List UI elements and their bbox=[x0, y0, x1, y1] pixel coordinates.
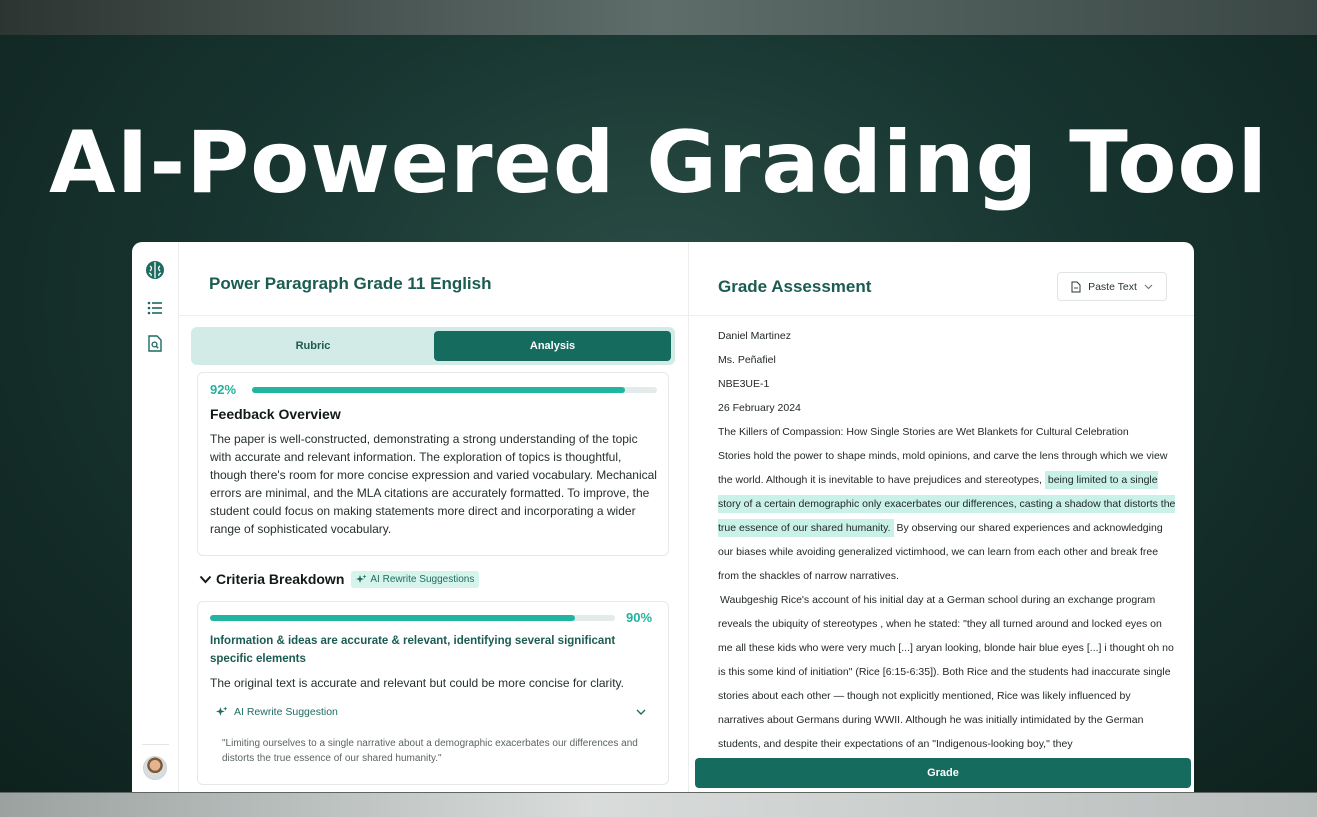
essay-paragraph-2: Waubgeshig Rice's account of his initial day at a German school during an exchange program reveals the ubiquity of stereotypes , when he stated: "they all turned around and locked eyes on me all these kids who were very much [...] aryan looking, blonde hair blue eyes [...] i thought oh no is this some kind of initiation" (Rice [6:15-6:35]). Both Rice and the students had inaccurate single stories about each other — though not explicitly mentioned, Rice was likely influenced by narratives about Germans during WWII. Although he was initially intimidated by the German students, and despite their expectations of an "Indigenous-looking boy," they bbox=[718, 594, 1174, 750]
criteria-title: Criteria Breakdown bbox=[216, 571, 345, 587]
paragraph-text: Stories hold the power to shape minds, mold opinions, and carve the lens through which we view the world. Although it is inevitable to have prejudices and stereotypes, bbox=[718, 450, 1168, 486]
paste-text-label: Paste Text bbox=[1088, 280, 1137, 293]
tab-bar bbox=[191, 327, 675, 365]
header-divider bbox=[179, 315, 688, 316]
criteria-heading: Information & ideas are accurate & relevant, identifying several significant specific elements bbox=[210, 635, 616, 665]
criteria-text: The original text is accurate and relevant but could be more concise for clarity. bbox=[210, 676, 624, 690]
bottom-window-strip bbox=[0, 792, 1317, 817]
overview-text: The paper is well-constructed, demonstrating a strong understanding of the topic with accurate and relevant information. The exploration of topics is thoughtful, though there's room for more concise expression and varied vocabulary. Mechanical errors are minimal, and the MLA citations are accurately formatted. To improve, the student could focus on making statements more direct and incorporating a wider range of sophisticated vocabulary. bbox=[210, 432, 657, 536]
student-name: Daniel Martinez bbox=[718, 330, 791, 342]
essay-text bbox=[718, 324, 1178, 756]
ai-rewrite-toggle[interactable] bbox=[216, 704, 646, 720]
essay-date: 26 February 2024 bbox=[718, 402, 801, 414]
chevron-down-icon[interactable] bbox=[199, 575, 212, 584]
sparkle-icon bbox=[356, 574, 367, 585]
criteria-progress-fill bbox=[210, 615, 575, 621]
ai-suggestions-label: AI Rewrite Suggestions bbox=[370, 573, 475, 585]
grade-assessment-title: Grade Assessment bbox=[718, 277, 872, 296]
rubric-panel bbox=[179, 242, 688, 792]
brain-logo-icon[interactable] bbox=[144, 259, 166, 281]
paragraph-text: By observing our shared experiences and acknowledging our biases while avoiding generalized victimhood, we can learn from each other and break free from the shackles of narrow narratives. bbox=[718, 522, 1163, 582]
grade-button[interactable]: Grade bbox=[695, 758, 1191, 788]
rail-divider bbox=[142, 744, 169, 745]
criteria-percent: 90% bbox=[626, 610, 653, 625]
list-icon[interactable] bbox=[144, 297, 166, 319]
page-title: Power Paragraph Grade 11 English bbox=[209, 274, 492, 293]
teacher-name: Ms. Peñafiel bbox=[718, 354, 776, 366]
criteria-header[interactable] bbox=[199, 568, 479, 590]
tab-rubric[interactable]: Rubric bbox=[295, 340, 331, 352]
essay-title: The Killers of Compassion: How Single Stories are Wet Blankets for Cultural Celebration bbox=[718, 426, 1129, 438]
chevron-down-icon[interactable] bbox=[636, 709, 646, 716]
grade-assessment-panel bbox=[688, 242, 1194, 792]
overview-progress-fill bbox=[252, 387, 625, 393]
chevron-down-icon bbox=[1144, 284, 1153, 290]
hero-title: AI-Powered Grading Tool bbox=[48, 113, 1269, 213]
document-search-icon[interactable] bbox=[144, 332, 166, 354]
ai-rewrite-label: AI Rewrite Suggestion bbox=[234, 706, 338, 718]
app-window bbox=[132, 242, 1194, 792]
overview-progress-track bbox=[252, 387, 657, 393]
course-code: NBE3UE-1 bbox=[718, 378, 770, 390]
paste-text-dropdown[interactable] bbox=[1057, 272, 1167, 301]
ai-rewrite-quote: "Limiting ourselves to a single narrative about a demographic exacerbates our differences and distorts the true essence of our shared humanity." bbox=[222, 738, 638, 764]
overview-percent: 92% bbox=[210, 382, 237, 397]
feedback-overview-card bbox=[197, 372, 669, 556]
top-window-strip bbox=[0, 0, 1317, 35]
overview-heading: Feedback Overview bbox=[210, 406, 341, 422]
header-divider bbox=[689, 315, 1194, 316]
sidebar-rail bbox=[132, 242, 179, 792]
criteria-progress-track bbox=[210, 615, 615, 621]
highlighted-passage[interactable]: being limited to a single story of a certain demographic only exacerbates our differences, casting a shadow that distorts the true essence of our shared humanity. bbox=[718, 471, 1175, 537]
tab-analysis[interactable]: Analysis bbox=[434, 331, 671, 361]
essay-paragraph-1 bbox=[718, 444, 1178, 588]
avatar[interactable] bbox=[143, 756, 167, 780]
sparkle-icon bbox=[216, 706, 228, 718]
ai-suggestions-badge[interactable] bbox=[351, 571, 479, 588]
file-icon bbox=[1071, 281, 1081, 293]
